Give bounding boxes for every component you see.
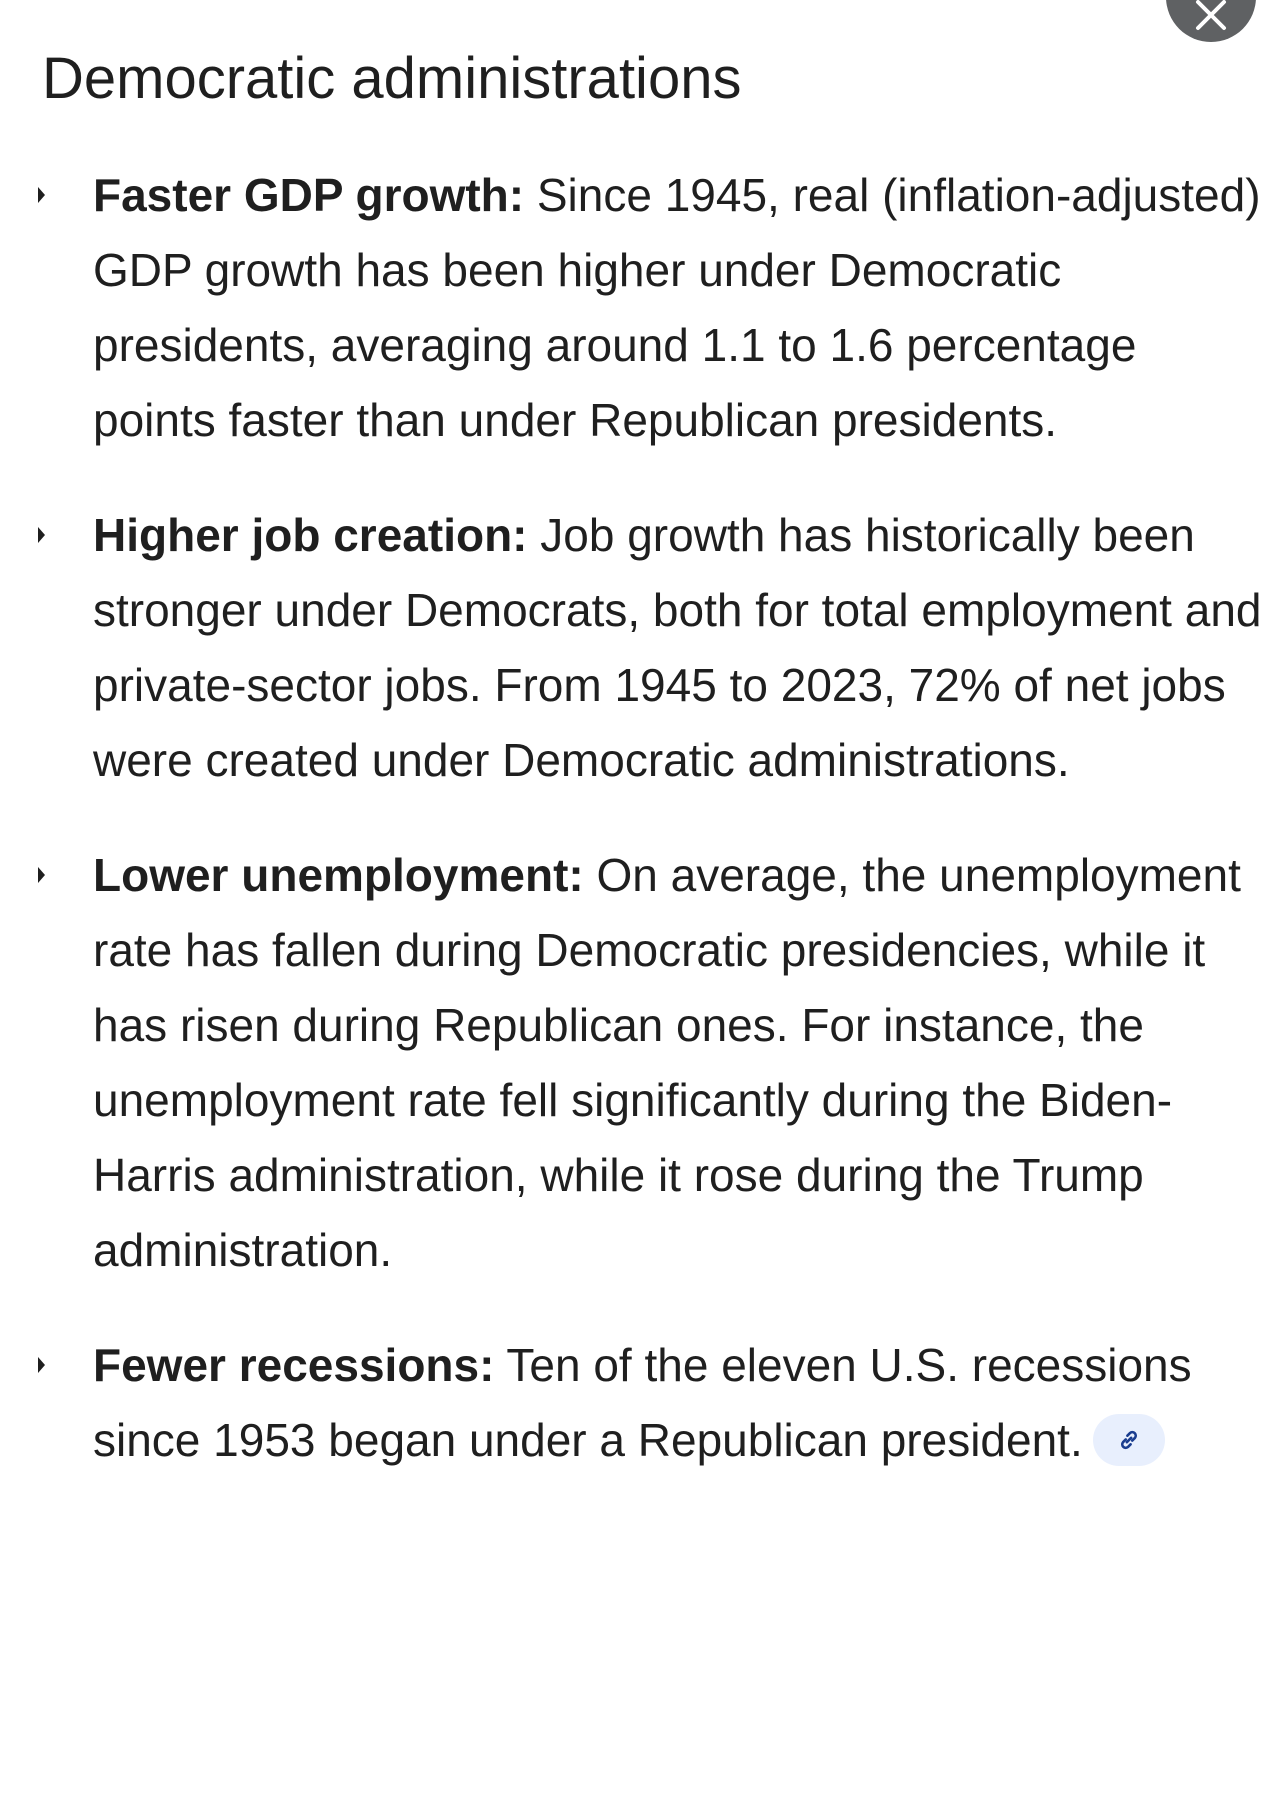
- bullet-term: Lower unemployment:: [93, 849, 584, 901]
- bullet-term: Faster GDP growth:: [93, 169, 525, 221]
- bullet-text: Job growth has historically been stronger under Democrats, both for total employment and private-sector jobs. From 1945 to 2023, 72% of net jobs were created under Democratic administrations.: [93, 509, 1262, 786]
- source-link-chip[interactable]: [1093, 1414, 1165, 1466]
- bullet-list: [0, 158, 1284, 1518]
- bullet-term: Higher job creation:: [93, 509, 528, 561]
- bullet-text: On average, the unemployment rate has fallen during Democratic presidencies, while it has risen during Republican ones. For instance, the unemployment rate fell significantly during the Biden-Harris administration, while it rose during the Trump administration.: [93, 849, 1241, 1276]
- section-title: Democratic administrations: [42, 46, 742, 111]
- bullet-term: Fewer recessions:: [93, 1339, 495, 1391]
- bullet-text: Since 1945, real (inflation-adjusted) GDP growth has been higher under Democratic presidents, averaging around 1.1 to 1.6 percentage points faster than under Republican presidents.: [93, 169, 1261, 446]
- bullet-marker: [38, 527, 45, 543]
- bullet-marker: [38, 187, 45, 203]
- bullet-text: Ten of the eleven U.S. recessions since 1953 began under a Republican president.: [93, 1339, 1192, 1466]
- close-icon: [1194, 0, 1228, 32]
- list-item: [0, 1328, 1284, 1478]
- list-item: [0, 498, 1284, 798]
- bullet-marker: [38, 1357, 45, 1373]
- list-item: [0, 838, 1284, 1288]
- list-item: [0, 158, 1284, 458]
- link-icon: [1116, 1427, 1142, 1453]
- close-button[interactable]: [1166, 0, 1256, 42]
- bullet-marker: [38, 867, 45, 883]
